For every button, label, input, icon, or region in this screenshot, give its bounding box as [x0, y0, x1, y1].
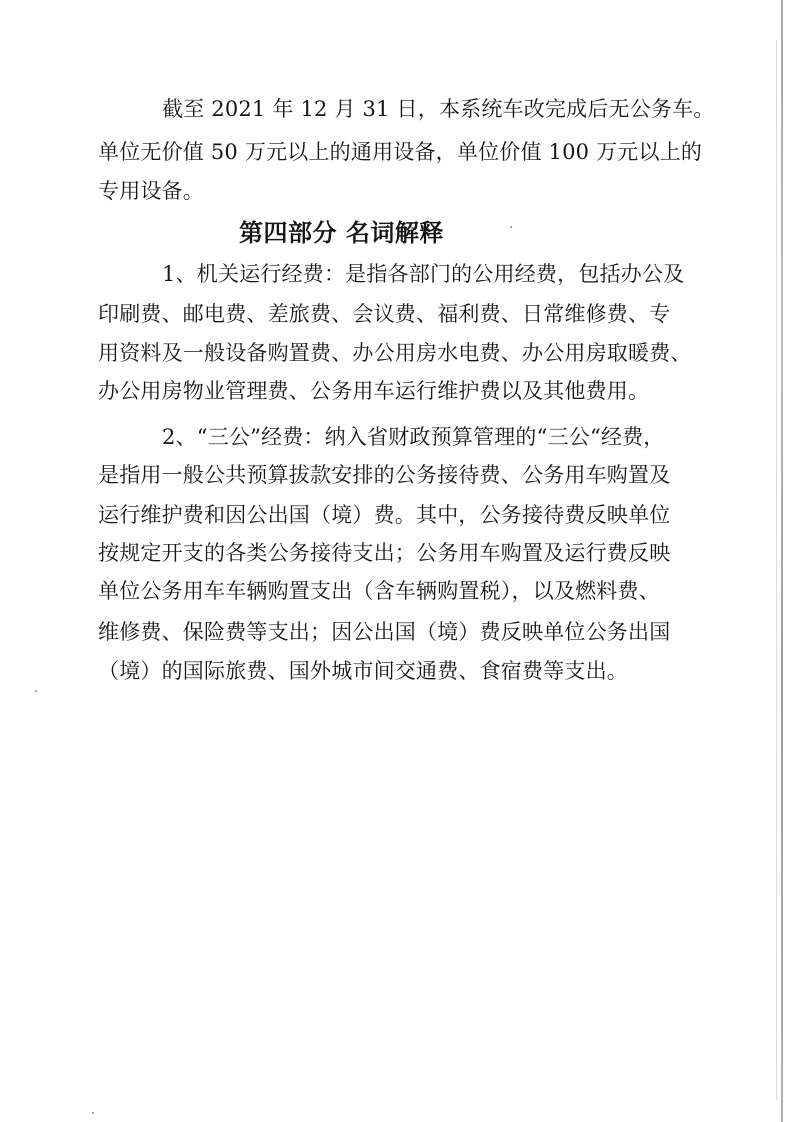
- section-heading: 第四部分 名词解释: [239, 219, 444, 247]
- paragraph-vehicles-line-3: 专用设备。: [98, 179, 204, 203]
- scan-speck: [92, 1112, 94, 1114]
- scan-edge-line: [781, 0, 783, 1122]
- definition-1-line-3: 用资料及一般设备购置费、办公用房水电费、办公用房取暖费、: [98, 341, 692, 365]
- definition-2-line-3: 运行维护费和因公出国（境）费。其中，公务接待费反映单位: [98, 503, 671, 527]
- paragraph-vehicles-line-2: 单位无价值 50 万元以上的通用设备，单位价值 100 万元以上的: [98, 140, 703, 164]
- definition-2-line-2: 是指用一般公共预算拔款安排的公务接待费、公务用车购置及: [98, 463, 671, 487]
- scan-speck: [510, 226, 512, 228]
- definition-2-line-7: （境）的国际旅费、国外城市间交通费、食宿费等支出。: [98, 659, 628, 683]
- definition-2-line-6: 维修费、保险费等支出；因公出国（境）费反映单位公务出国: [98, 620, 671, 644]
- definition-1-line-2: 印刷费、邮电费、差旅费、会议费、福利费、日常维修费、专: [98, 302, 671, 326]
- definition-2-line-5: 单位公务用车车辆购置支出（含车辆购置税），以及燃料费、: [98, 579, 660, 603]
- paragraph-vehicles-line-1: 截至 2021 年 12 月 31 日，本系统车改完成后无公务车。: [162, 97, 715, 121]
- scan-edge-line-faint: [776, 40, 777, 1100]
- definition-1-line-1: 1、机关运行经费：是指各部门的公用经费，包括办公及: [162, 262, 685, 286]
- definition-1-line-4: 办公用房物业管理费、公务用车运行维护费以及其他费用。: [98, 379, 650, 403]
- definition-2-line-1: 2、“三公”经费：纳入省财政预算管理的“三公“经费，: [162, 425, 665, 449]
- definition-2-line-4: 按规定开支的各类公务接待支出；公务用车购置及运行费反映: [98, 541, 671, 565]
- scan-speck: [35, 690, 37, 692]
